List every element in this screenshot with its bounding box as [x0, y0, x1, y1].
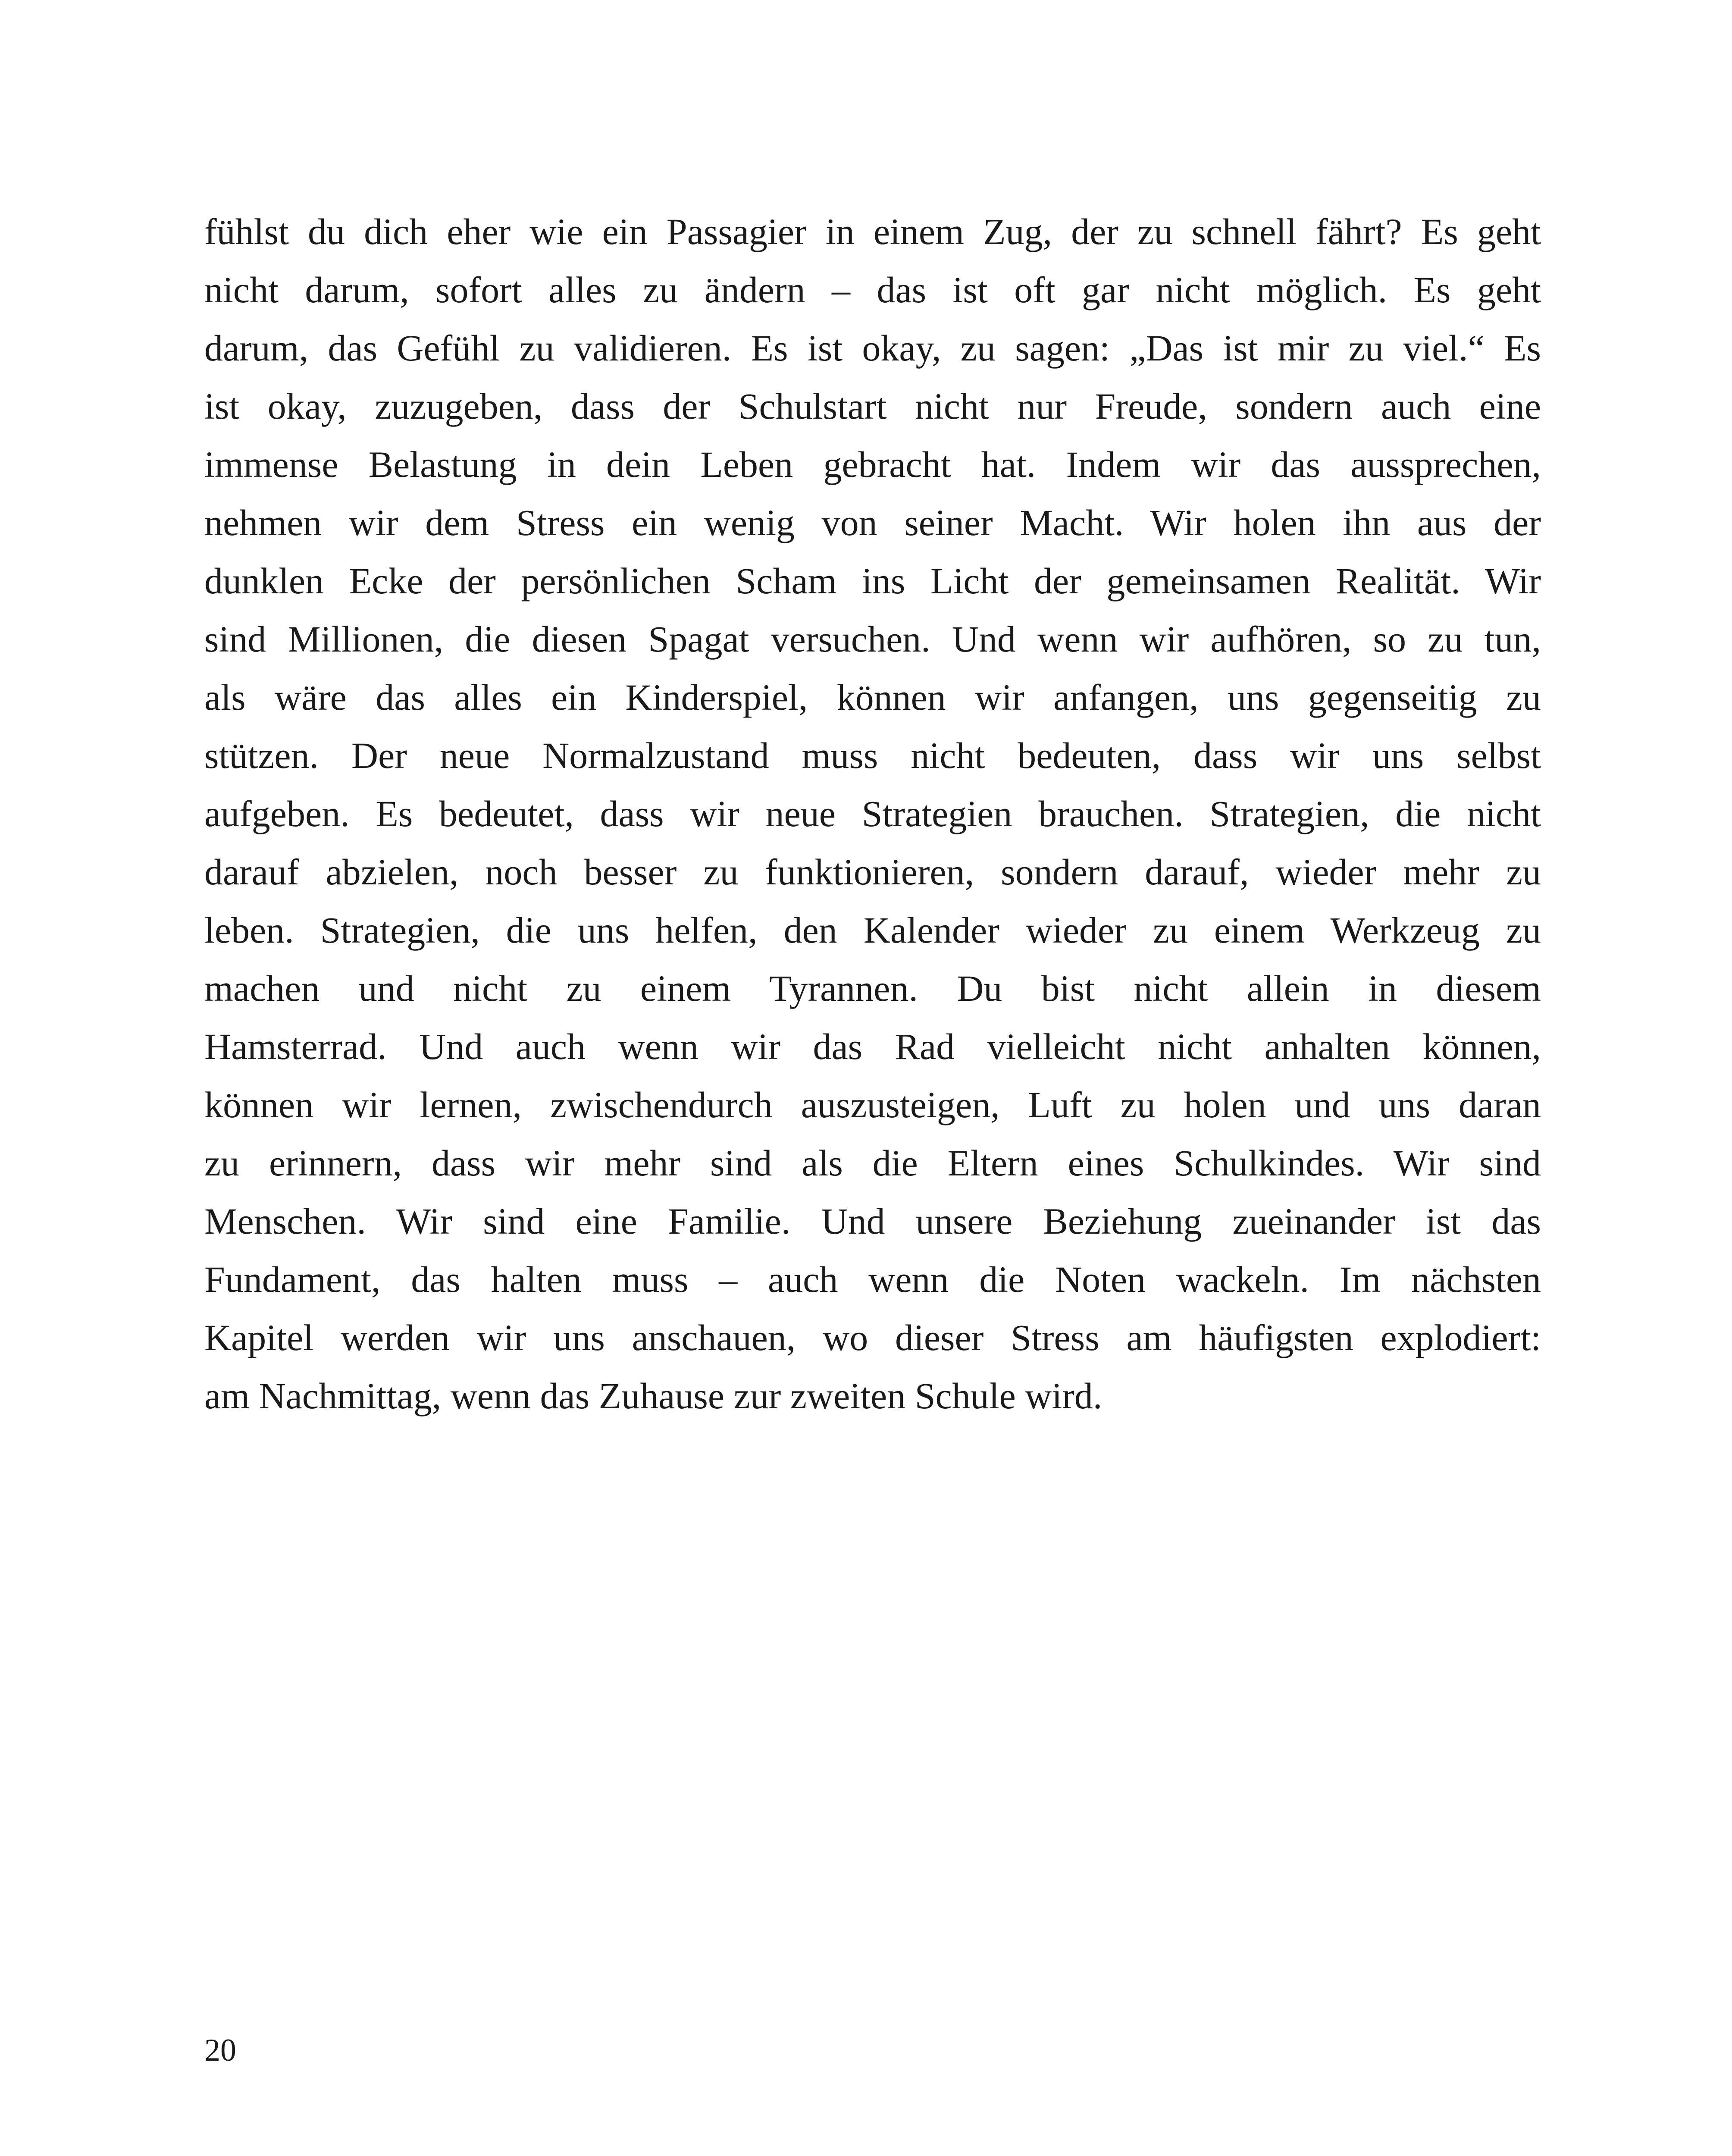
text-line: sind Millionen, die diesen Spagat versuchen. Und wenn wir aufhören, so zu tun,	[204, 618, 1541, 660]
text-line: ist okay, zuzugeben, dass der Schulstart nicht nur Freude, sondern auch eine	[204, 385, 1541, 427]
page-number: 20	[204, 2033, 236, 2068]
text-line: können wir lernen, zwischendurch auszusteigen, Luft zu holen und uns daran	[204, 1084, 1541, 1125]
text-line: darum, das Gefühl zu validieren. Es ist okay, zu sagen: „Das ist mir zu viel.“ Es	[204, 327, 1541, 369]
text-line: nicht darum, sofort alles zu ändern – das ist oft gar nicht möglich. Es geht	[204, 269, 1541, 310]
text-line: fühlst du dich eher wie ein Passagier in einem Zug, der zu schnell fährt? Es geht	[204, 211, 1541, 252]
text-line: darauf abzielen, noch besser zu funktionieren, sondern darauf, wieder mehr zu	[204, 851, 1541, 893]
text-line: Kapitel werden wir uns anschauen, wo dieser Stress am häufigsten explodiert:	[204, 1317, 1541, 1358]
text-line: immense Belastung in dein Leben gebracht hat. Indem wir das aussprechen,	[204, 444, 1541, 485]
text-line: als wäre das alles ein Kinderspiel, können wir anfangen, uns gegenseitig zu	[204, 677, 1541, 718]
text-line: am Nachmittag, wenn das Zuhause zur zweiten Schule wird.	[204, 1375, 1102, 1416]
text-line: machen und nicht zu einem Tyrannen. Du bist nicht allein in diesem	[204, 968, 1541, 1009]
text-line: dunklen Ecke der persönlichen Scham ins Licht der gemeinsamen Realität. Wir	[204, 560, 1541, 602]
text-line: Fundament, das halten muss – auch wenn die Noten wackeln. Im nächsten	[204, 1259, 1541, 1300]
text-line: aufgeben. Es bedeutet, dass wir neue Strategien brauchen. Strategien, die nicht	[204, 793, 1541, 834]
body-paragraph	[204, 203, 1541, 1425]
text-line: zu erinnern, dass wir mehr sind als die Eltern eines Schulkindes. Wir sind	[204, 1142, 1541, 1184]
text-line: stützen. Der neue Normalzustand muss nicht bedeuten, dass wir uns selbst	[204, 735, 1541, 776]
text-line: leben. Strategien, die uns helfen, den Kalender wieder zu einem Werkzeug zu	[204, 909, 1541, 951]
text-line: nehmen wir dem Stress ein wenig von seiner Macht. Wir holen ihn aus der	[204, 502, 1541, 543]
text-line: Menschen. Wir sind eine Familie. Und unsere Beziehung zueinander ist das	[204, 1200, 1541, 1242]
text-line: Hamsterrad. Und auch wenn wir das Rad vielleicht nicht anhalten können,	[204, 1026, 1541, 1067]
